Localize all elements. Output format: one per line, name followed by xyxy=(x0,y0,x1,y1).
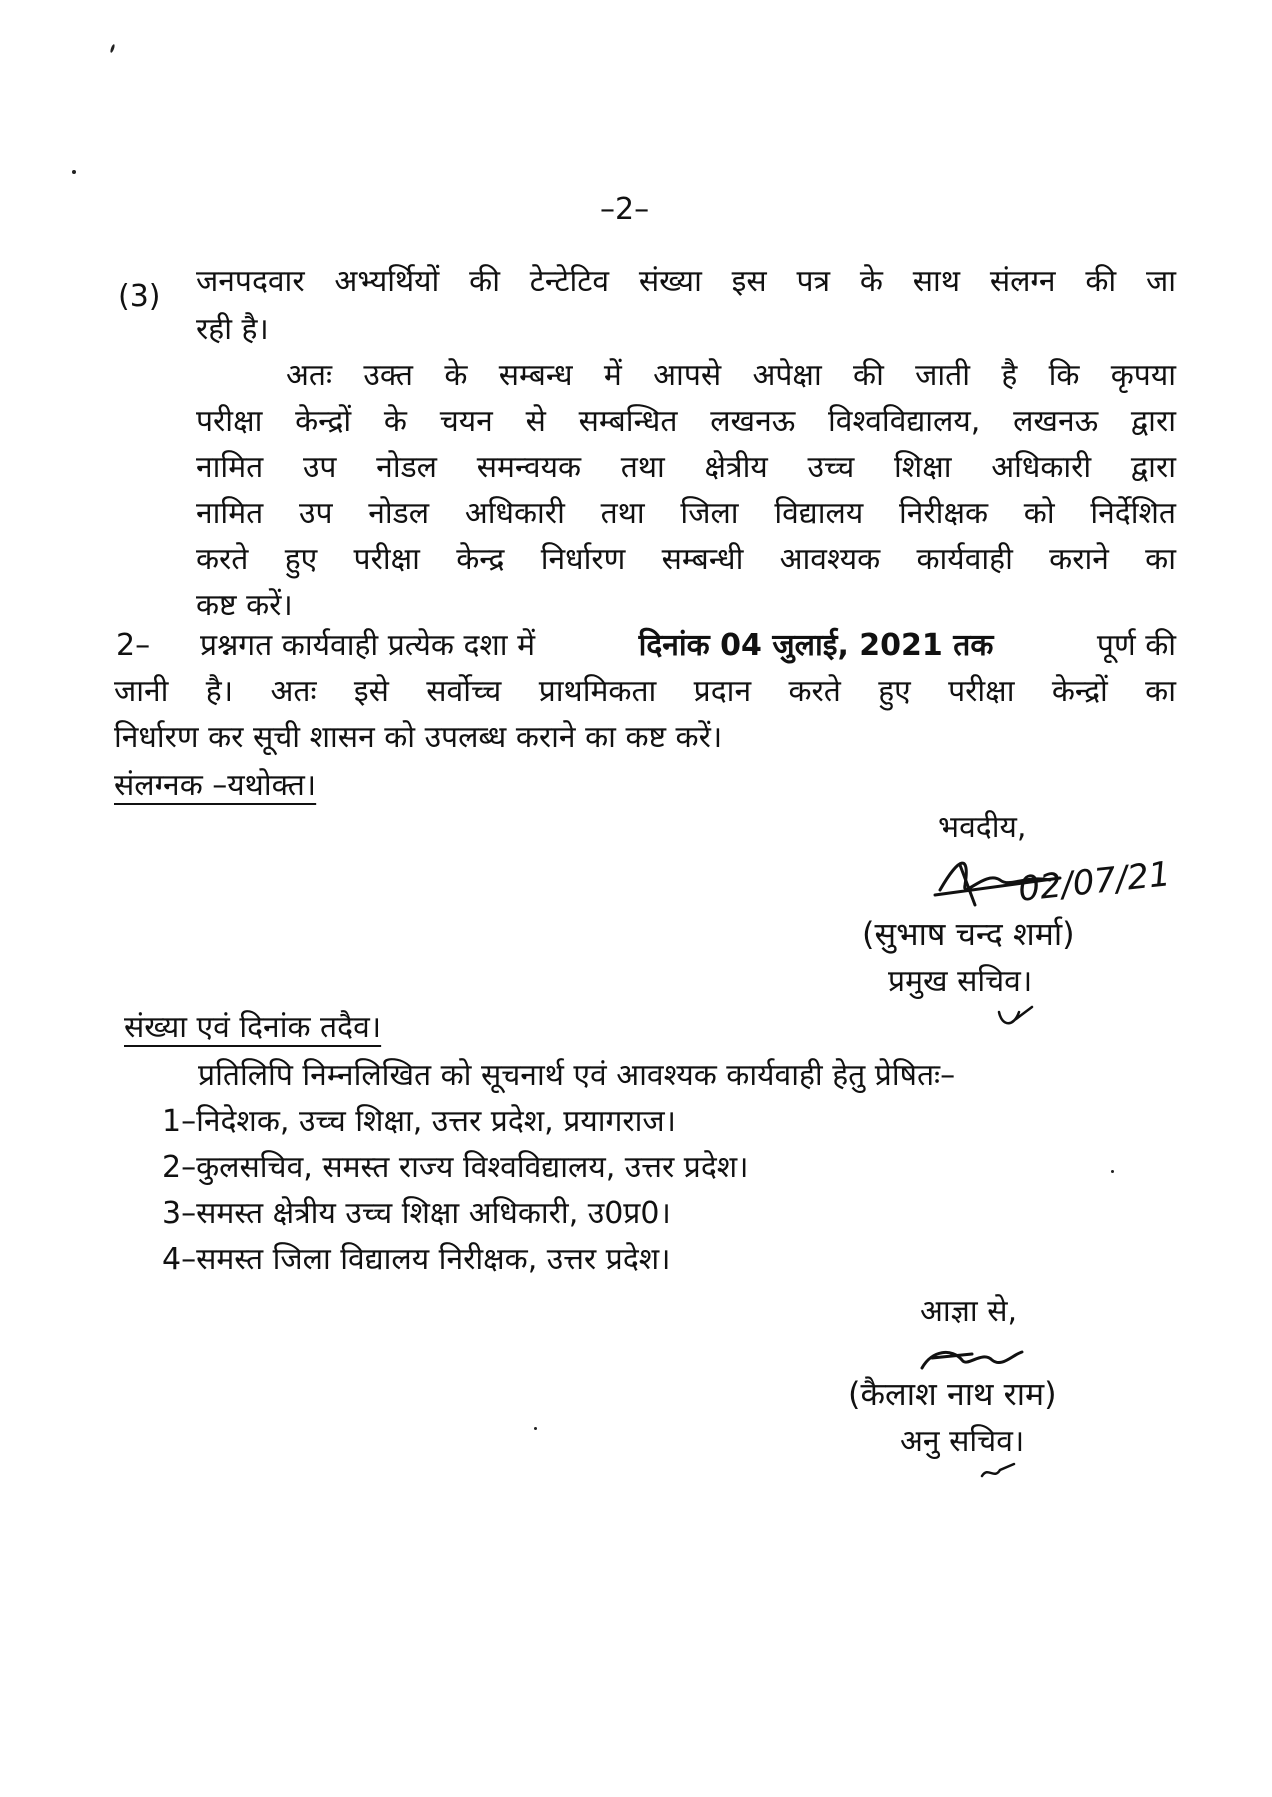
signature-date-handwritten: 02/07/21 xyxy=(1016,854,1173,910)
para2-line1-start: प्रश्नगत कार्यवाही प्रत्येक दशा में xyxy=(200,628,536,663)
scan-speck xyxy=(72,170,76,174)
copy-item: 1–निदेशक, उच्च शिक्षा, उत्तर प्रदेश, प्रयागराज। xyxy=(162,1104,677,1139)
enclosure-note: संलग्नक –यथोक्त। xyxy=(114,768,317,803)
scan-speck xyxy=(1111,1170,1114,1173)
closing-by-order: आज्ञा से, xyxy=(920,1294,1018,1329)
para2-number: 2– xyxy=(116,628,151,663)
para3-request-line2: परीक्षा केन्द्रों के चयन से सम्बन्धित लखनऊ विश्वविद्यालय, लखनऊ द्वारा xyxy=(196,404,1176,439)
signatory2-designation: अनु सचिव। xyxy=(900,1424,1025,1459)
para3-line1: जनपदवार अभ्यर्थियों की टेन्टेटिव संख्या इस पत्र के साथ संलग्न की जा xyxy=(196,264,1176,299)
signatory2-name: (कैलाश नाथ राम) xyxy=(848,1375,1057,1413)
para2-line1-end: पूर्ण की xyxy=(1096,628,1176,663)
signatory-name: (सुभाष चन्द शर्मा) xyxy=(862,915,1075,953)
para3-request-line5: करते हुए परीक्षा केन्द्र निर्धारण सम्बन्धी आवश्यक कार्यवाही कराने का xyxy=(196,542,1176,577)
para3-line2: रही है। xyxy=(196,312,269,347)
initial-mark xyxy=(978,1460,1018,1484)
para2-line3: निर्धारण कर सूची शासन को उपलब्ध कराने का कष्ट करें। xyxy=(114,720,723,755)
copy-item: 3–समस्त क्षेत्रीय उच्च शिक्षा अधिकारी, उ0प्र0। xyxy=(162,1196,671,1231)
para3-number: (3) xyxy=(118,279,161,314)
para2-line1 xyxy=(200,626,1176,666)
para3-request-line1: अतः उक्त के सम्बन्ध में आपसे अपेक्षा की जाती है कि कृपया xyxy=(286,358,1176,393)
copy-item: 4–समस्त जिला विद्यालय निरीक्षक, उत्तर प्रदेश। xyxy=(162,1242,671,1277)
copy-item: 2–कुलसचिव, समस्त राज्य विश्वविद्यालय, उत्तर प्रदेश। xyxy=(162,1150,749,1185)
page-number: –2– xyxy=(600,192,650,227)
para3-request-line3: नामित उप नोडल समन्वयक तथा क्षेत्रीय उच्च शिक्षा अधिकारी द्वारा xyxy=(196,450,1176,485)
scan-speck xyxy=(534,1427,537,1430)
initial-mark xyxy=(994,1002,1034,1032)
reference-line: संख्या एवं दिनांक तदैव। xyxy=(124,1010,382,1045)
copy-intro: प्रतिलिपि निम्नलिखित को सूचनार्थ एवं आवश्यक कार्यवाही हेतु प्रेषितः– xyxy=(198,1058,956,1093)
closing-salutation: भवदीय, xyxy=(938,810,1027,845)
para2-line2: जानी है। अतः इसे सर्वोच्च प्राथमिकता प्रदान करते हुए परीक्षा केन्द्रों का xyxy=(114,674,1176,709)
scan-speck xyxy=(110,44,116,53)
para3-request-line4: नामित उप नोडल अधिकारी तथा जिला विद्यालय निरीक्षक को निर्देशित xyxy=(196,496,1176,531)
para3-request-line6: कष्ट करें। xyxy=(196,588,293,623)
deadline-date: दिनांक 04 जुलाई, 2021 तक xyxy=(638,628,994,663)
signatory-designation: प्रमुख सचिव। xyxy=(888,964,1033,999)
